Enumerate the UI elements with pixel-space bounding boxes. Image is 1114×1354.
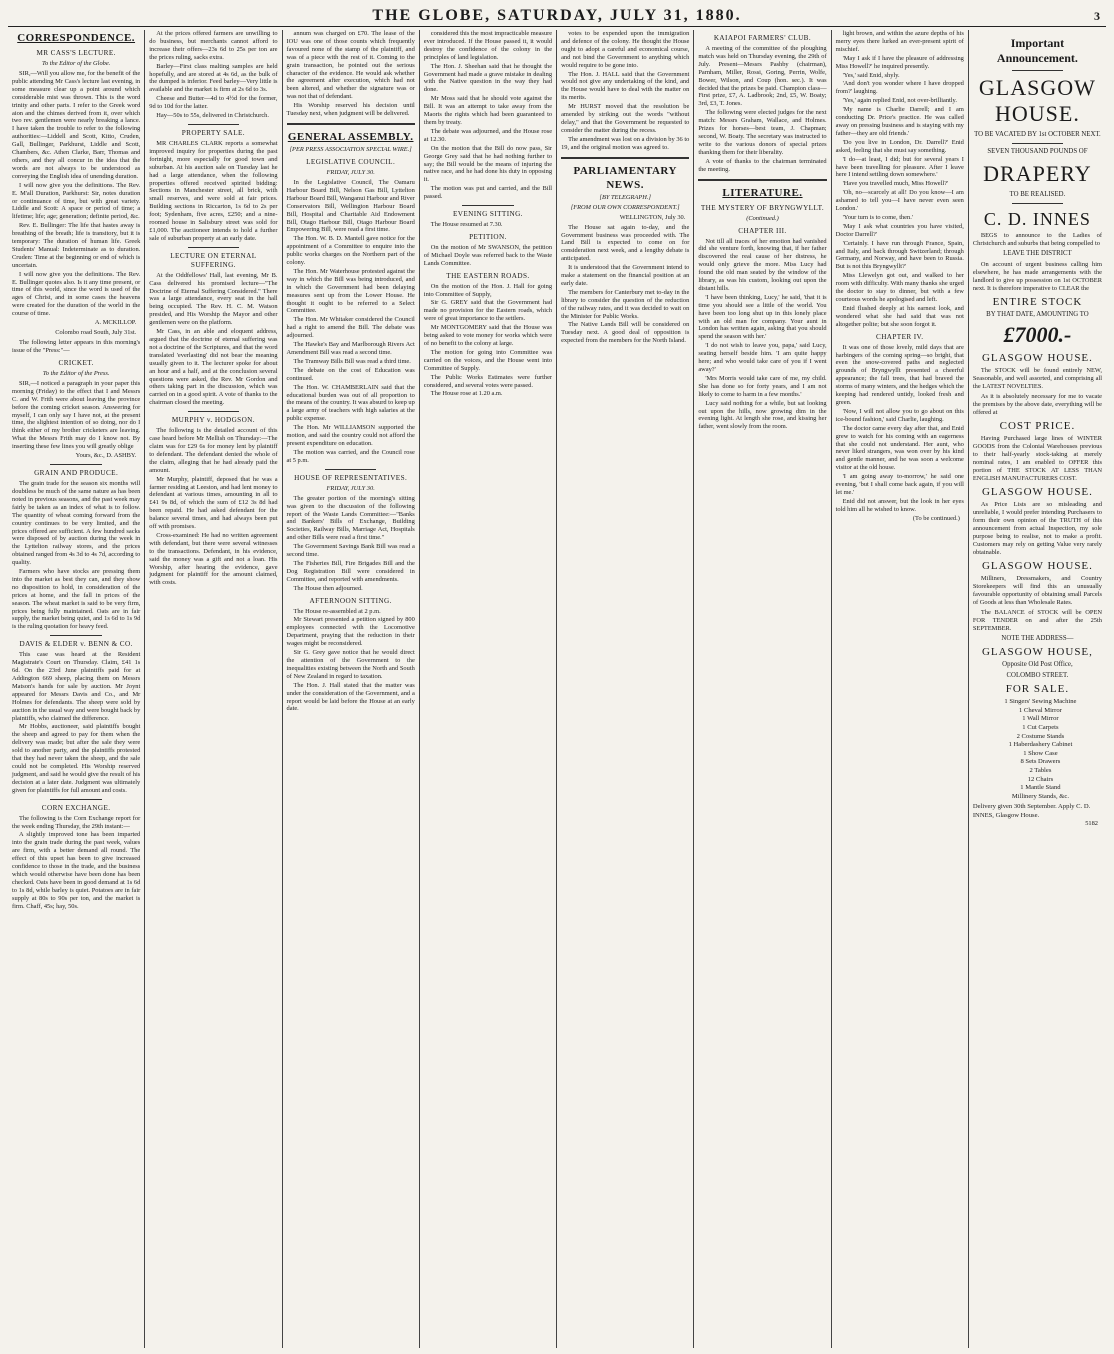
milliners-paragraph: Milliners, Dressmakers, and Country Storekeepers will find this an unusually favourable opportunity of obtaining small Parcels of Goods at less than Wholesale Rates. xyxy=(972,575,1102,607)
masthead-title: THE GLOBE, SATURDAY, JULY 31, 1880. xyxy=(372,7,742,24)
story-paragraph: The doctor came every day after that, and Enid grew to watch for his coming with an eagerness that she could not understand. Her aunt, who never liked strangers, was won over by his kind and gentle manner, and he was soon a welcome visitor at the old house. xyxy=(835,424,964,472)
article-paragraph: The Hon. J. HALL said that the Government would not give any undertaking of the kind, and the House would have to deal with the matter on its merits. xyxy=(561,70,690,102)
house-date: FRIDAY, JULY 30. xyxy=(326,484,375,492)
article-paragraph: Cross-examined: He had no written agreement with defendant, but there were several witnesses to the transactions. Defendant, in his evidence, said the money was a gift and not a loan. His Worship, after hearing the evidence, gave judgment for plaintiff for the amount claimed, with costs. xyxy=(149,531,278,587)
story-paragraph: 'Do you live in London, Dr. Darrell?' Enid asked, feeling that she must say something. xyxy=(835,138,964,154)
story-paragraph: Miss Llewelyn got out, and walked to her room with difficulty. With many thanks she urged the doctor to stay to dinner, but with a few courteous words he apologised and left. xyxy=(835,272,964,303)
grain-title: GRAIN AND PRODUCE. xyxy=(34,469,119,478)
story-paragraph: 'May I ask if I have the pleasure of addressing Miss Howell?' he inquired presently. xyxy=(835,54,964,70)
divider xyxy=(50,635,101,636)
article-paragraph: Mr HURST moved that the resolution be amended by striking out the words "without delay," and that the Government be requested to consider the matter during the recess. xyxy=(561,103,690,134)
article-paragraph: His Worship reserved his decision until Tuesday next, when judgment will be delivered. xyxy=(286,102,415,118)
divider xyxy=(1012,203,1064,204)
story-paragraph: 'Now, I will not allow you to go about on this ice-bound fashion,' said Charlie, laughing. xyxy=(835,407,964,423)
correspondence-heading: CORRESPONDENCE. xyxy=(17,32,136,44)
story-paragraph: 'Your turn is to come, then.' xyxy=(842,213,913,221)
general-assembly-heading: GENERAL ASSEMBLY. xyxy=(287,130,414,143)
story-paragraph: 'I do—at least, I did; but for several years I have been travelling for pleasure. After I leave here I intend settling down somewhere.' xyxy=(835,155,964,179)
article-paragraph: The House resumed at 7.30. xyxy=(430,221,503,229)
glasgow-house-3: GLASGOW HOUSE. xyxy=(981,486,1093,499)
for-sale-list xyxy=(979,698,1102,801)
list-item: 1 Cut Carpets xyxy=(1022,724,1059,732)
divider xyxy=(462,205,513,206)
article-paragraph: The motion was put and carried, and the Bill passed. xyxy=(423,185,553,201)
article-paragraph: The following is the Corn Exchange report for the week ending Thursday, the 29th instant:— xyxy=(12,814,141,830)
colombo-street: COLOMBO STREET. xyxy=(1006,671,1069,679)
story-paragraph: Not till all traces of her emotion had vanished did she venture forth, knowing that, if her father discovered the real cause of her distress, he would only grieve the more. Miss Lucy had found the old man seated by the window of the library, as was his custom, looking out upon the distant hills. xyxy=(698,237,827,292)
article-paragraph: The members for Canterbury met to-day in the library to consider the question of the reduction of the railway rates, and it was decided to wait on the Minister for Public Works. xyxy=(561,288,690,320)
article-paragraph: At the prices offered farmers are unwilling to do business, but merchants cannot afford to increase their offers—23s 6d to 25s per ton are the prices ruling, sacks extra. xyxy=(149,30,278,61)
article-paragraph: The House then adjourned. xyxy=(293,584,363,592)
list-item: 1 Singers' Sewing Machine xyxy=(1004,698,1077,706)
divider xyxy=(188,124,239,125)
list-item: 1 Cheval Mirror xyxy=(1018,706,1062,714)
story-continued: (Continued.) xyxy=(746,214,779,222)
vacated-notice: TO BE VACATED BY 1st OCTOBER NEXT. xyxy=(974,131,1101,138)
divider xyxy=(1012,70,1064,71)
article-paragraph: At the Oddfellows' Hall, last evening, Mr B. Cass delivered his promised lecture—"The Doctrine of Eternal Suffering Considered." There was a large attendance, every seat in the hall being occupied. The Rev. H. C. M. Watson presided, and His Worship the Mayor and other gentlemen were on the platform. xyxy=(149,271,278,327)
article-paragraph: On the motion that the Bill do now pass, Sir George Grey said that he had nothing further to say; the Bill would be the means of injuring the native race, and he had done his duty in opposing it. xyxy=(423,144,553,184)
column-1 xyxy=(8,30,145,1348)
telegraph-note: [BY TELEGRAPH.] xyxy=(599,193,651,201)
council-title: LEGISLATIVE COUNCIL. xyxy=(306,157,396,166)
story-paragraph: 'I have been thinking, Lucy,' he said, 'that it is time you should see a little of the world. You have been too long shut up in this lonely place with an old man for company. Your aunt in London has written again, asking that you should spend the season with her.' xyxy=(698,293,827,341)
divider xyxy=(188,247,239,248)
story-paragraph: Enid did not answer, but the look in her eyes told him all he wished to know. xyxy=(835,497,964,513)
article-paragraph: The Hon. W. B. D. Mantell gave notice for the appointment of a Committee to enquire into the public works charges on the Northern part of the colony. xyxy=(286,235,415,267)
article-paragraph: MR CHARLES CLARK reports a somewhat improved inquiry for properties during the past fortnight, more especially for good town and suburban. At his auction sale on Tuesday last he had a large attendance, when the following properties offered received spirited bidding: Sections in Manchester street, all brick, with small reserves, and were sold at fair prices. Building sections in Riccarton, 1s 6d to 2s per foot; Sydenham, five acres, £250; and a nine-roomed house in Salisbury street was sold for £1,000. The auctioneer intends to hold a further sale of suburban property at an early date. xyxy=(149,139,278,242)
column-8-advertisement xyxy=(969,30,1106,1348)
council-date: FRIDAY, JULY 30. xyxy=(326,168,375,176)
list-item: 2 Costume Stands xyxy=(1016,732,1065,740)
list-item: 12 Chairs xyxy=(1027,775,1054,783)
article-paragraph: The Native Lands Bill will be considered on Tuesday next. A good deal of opposition is expected from the members for the North Island. xyxy=(561,321,690,345)
glasgow-house-5: GLASGOW HOUSE, xyxy=(981,646,1093,659)
article-paragraph: Farmers who have stocks are pressing them into the market as best they can, and they show no disposition to hold, in consideration of the prices at home, and the fall in prices of the season. The wheat market is said to be very firm, prices being fully maintained. Oats are in fair supply, the market being quiet, and 1s 6d to 1s 9d is the ruling quotation for heavy feed. xyxy=(12,568,141,631)
article-paragraph: The motion for going into Committee was carried on the voices, and the House went into Committee of Supply. xyxy=(423,348,553,372)
divider xyxy=(287,123,415,125)
page-number: 3 xyxy=(1094,9,1100,23)
corn-title: CORN EXCHANGE. xyxy=(41,803,111,812)
to-be-realised: TO BE REALISED. xyxy=(1009,190,1066,198)
divider xyxy=(50,464,101,465)
article-paragraph: The House rose at 1.20 a.m. xyxy=(430,390,503,398)
stock-amount: £7000.- xyxy=(1003,322,1072,348)
correspondent-note: [FROM OUR OWN CORRESPONDENT.] xyxy=(570,203,680,211)
article-paragraph: votes to be expended upon the immigration and defence of the colony. He thought the House ought to adopt a careful and economical course, and not bind the Government to anything which would require to be gone into. xyxy=(561,30,690,69)
article-paragraph: The Hon. Mr Whitaker considered the Council had a right to amend the Bill. The debate was adjourned. xyxy=(286,316,415,340)
column-7 xyxy=(832,30,969,1348)
story-paragraph: 'Have you travelled much, Miss Howell?' xyxy=(842,180,949,188)
article-paragraph: The greater portion of the morning's sitting was given to the discussion of the following report of the Waste Lands Committee:—"Banks and Bankers' Bills of Exchange, Building Societies, Railway Bills, Marriage Act, Hospitals and other Bills were read a first time." xyxy=(286,494,415,542)
drapery-heading: DRAPERY xyxy=(983,160,1092,186)
article-paragraph: It is understood that the Government intend to make a statement on the financial position at an early date. xyxy=(561,264,690,287)
price-lists-paragraph: As Price Lists are so misleading and unreliable, I would prefer intending Purchasers to form their own opinion of the TRUTH of this announcement from actual Inspection, my sole purpose being to realise, not to make a profit. Customers may rely on getting Value very rarely obtainable. xyxy=(972,501,1102,557)
innes-name: C. D. INNES xyxy=(983,209,1091,230)
story-paragraph: Enid flushed deeply at his earnest look, and wondered what she had said that was not altogether polite; but she soon forgot it. xyxy=(835,304,964,328)
note-address: NOTE THE ADDRESS— xyxy=(1001,635,1074,643)
glasgow-house-title: GLASGOW HOUSE. xyxy=(978,75,1096,126)
article-paragraph: A meeting of the committee of the ploughing match was held on Thursday evening, the 29th of July. Present—Messrs Pashby (chairman), Parnham, Miller, Rossi, Goring, Perrin, Wolfe, Bower, Wilson, and Coup (hon. sec.). It was decided that the prizes be paid. Champion class—First prize, £7, A. Ladbrook; 2nd, £5, W. Boaty; 3rd, £3, T. Jones. xyxy=(698,45,827,108)
by-that-date: BY THAT DATE, AMOUNTING TO xyxy=(986,310,1089,318)
story-paragraph: Lucy said nothing for a while, but sat looking out upon the hills, now growing dim in the evening light. At length she rose, and kissing her father, went slowly from the room. xyxy=(698,399,827,431)
article-paragraph: Hay—50s to 55s, delivered in Christchurch. xyxy=(156,112,269,120)
article-paragraph: Cheese and Butter—4d to 4½d for the former, 9d to 10d for the latter. xyxy=(149,95,278,111)
property-title: PROPERTY SALE. xyxy=(181,128,245,137)
divider xyxy=(698,179,826,181)
story-paragraph: It was one of those lovely, mild days that are harbingers of the coming spring—so bright, that even the snow-covered paths and neglected grounds of Bryngwyllt presented a cheerful appearance; the fall trees, that had braved the storms of many winters, and the hedges which the keeping had rendered untidy, looked fresh and green. xyxy=(835,343,964,406)
story-paragraph: light brown, and within the azure depths of his merry eyes there lurked an ever-present spirit of mischief. xyxy=(835,30,964,53)
article-paragraph: The Public Works Estimates were further considered, and several votes were passed. xyxy=(423,373,553,389)
letter-paragraph: SIR,—I noticed a paragraph in your paper this morning (Friday) to the effect that I and Messrs C. and W. Frith were about leaving the province before the coming cricket season. Answering for myself, I can only say I have not, at the present time, the slightest intention of so doing, nor do I think either of my brother cricketers are leaving. What the Messrs Frith may do I know not. By inserting these few lines you will greatly oblige xyxy=(12,379,141,451)
chapter-heading: CHAPTER III. xyxy=(738,226,787,235)
chapter-heading: CHAPTER IV. xyxy=(876,332,924,341)
letter-salutation: To the Editor of the Globe. xyxy=(41,60,111,67)
eastern-roads-subhead: THE EASTERN ROADS. xyxy=(446,271,530,280)
letter-signature: Yours, &c., D. ASHBY. xyxy=(75,452,137,460)
stock-paragraph: The STOCK will be found entirely NEW, Seasonable, and well assorted, and comprising all the LATEST NOVELTIES. xyxy=(972,367,1102,391)
divider xyxy=(50,799,101,800)
assembly-subheading: [PER PRESS ASSOCIATION SPECIAL WIRE.] xyxy=(289,145,412,153)
letter-place: Colombo road South, July 31st. xyxy=(55,329,137,337)
letter-paragraph: SIR,—Will you allow me, for the benefit of the public attending Mr Cass's lecture last evening, in some measure clear up a point around which considerable mist was thrown. This is the word trinity and other parts. I refer to the Greek word aion and the chimes derived from it, over which two rev. gentlemen were nearly breaking a lance. I have taken the trouble to refer to the following authorities:—Liddell and Scott, Kitto, Cruden, Gall, Bullinger, Parkhurst, Liddle and Scott, Chambers, &c. Athen Clarke, Barr, Thomas and others, and they all concur in the idea that the words are not always to be understood as conveying the English idea of unending duration. xyxy=(12,70,141,180)
article-paragraph: The Government Savings Bank Bill was read a second time. xyxy=(286,543,415,559)
column-3 xyxy=(283,30,420,1348)
story-title: THE MYSTERY OF BRYNGWYLLT. xyxy=(700,203,825,212)
article-paragraph: The Hon. J. Hall stated that the matter was under the consideration of the Government, and a report would be laid before the House at an early date. xyxy=(286,681,415,713)
article-paragraph: The grain trade for the season six months will doubtless be much of the same nature as has been noted in previous seasons, and the past week may fairly be taken as an index of what is to follow. The quantity of wheat coming forward from the country continues to be very limited, and the prices offered are sufficient. A few hundred sacks were disposed of by auction during the week in the Lyttelton railway stores, and the prices obtained ranged from 4s 3d to 4s 7d, according to quality. xyxy=(12,480,141,567)
article-paragraph: The House sat again to-day, and the Government business was proceeded with. The Land Bill is expected to come on for consideration next week, and a lengthy debate is anticipated. xyxy=(561,223,690,263)
to-be-continued: (To be continued.) xyxy=(912,514,960,522)
list-item: 2 Tables xyxy=(1029,767,1052,774)
article-paragraph: The motion was carried, and the Council rose at 5 p.m. xyxy=(286,448,415,464)
balance-paragraph: The BALANCE of STOCK will be OPEN FOR TENDER on and after the 25th SEPTEMBER. xyxy=(972,609,1102,633)
leave-paragraph: On account of urgent business calling him elsewhere, he has made arrangements with the landlord to give up possession on 1st OCTOBER next. It is therefore imperative to CLEAR the xyxy=(972,260,1102,292)
column-container xyxy=(8,30,1106,1348)
letter-signature: A. MCKILLOP. xyxy=(94,319,137,327)
letter-paragraph: Rev. E. Bullinger: The life that hastes away is breathing of the breath; life is transitory, but it is temporary: The duration of human life. Greek Students' Manual: Indeterminate as to duration. Cruden: Time at the beginning or end of which is uncertain. xyxy=(12,222,141,269)
divider xyxy=(188,411,239,412)
cass-lecture-title: MR CASS'S LECTURE. xyxy=(36,49,116,57)
story-paragraph: 'Oh, no—scarcely at all! Do you know—I am ashamed to tell you—I have never even seen London.' xyxy=(835,189,964,213)
article-paragraph: The Fisheries Bill, Fire Brigades Bill and the Dog Registration Bill were considered in Committee, and reported with amendments. xyxy=(286,559,415,583)
story-paragraph: 'Certainly. I have run through France, Spain, and Italy, and back through Switzerland; through Germany, and Norway, and have been to Russia. But is not this Bryngwyllt?' xyxy=(835,239,964,271)
article-paragraph: In the Legislative Council, The Oamaru Harbour Board Bill, Nelson Gas Bill, Lyttelton Harbour Board Bill, Wanganui Harbour and River Conservators Bill, Wellington Harbour Board Bill, Hospital and Charitable Aid Endowment Bill, Otago Harbour Bill, Otago Harbour Board Empowering Bill, were read a first time. xyxy=(286,178,415,234)
divider xyxy=(1012,143,1064,144)
article-paragraph: Mr Stewart presented a petition signed by 800 employees connected with the Locomotive Department, praying that the reduction in their wages might be reconsidered. xyxy=(286,616,415,648)
article-paragraph: Mr MONTGOMERY said that the House was being asked to vote money for works which were of no benefit to the colony at large. xyxy=(423,324,553,347)
story-paragraph: 'Yes,' again replied Enid, not over-brilliantly. xyxy=(842,97,957,105)
article-paragraph: The House re-assembled at 2 p.m. xyxy=(293,607,381,615)
list-item: 1 Show Case xyxy=(1023,749,1058,757)
story-paragraph: 'I do not wish to leave you, papa,' said Lucy, seating herself beside him. 'I am quite happy here; and who would take care of you if I went away?' xyxy=(698,342,827,373)
house-title: HOUSE OF REPRESENTATIVES. xyxy=(294,473,408,482)
glasgow-house-2: GLASGOW HOUSE. xyxy=(981,352,1093,365)
article-paragraph: The debate was adjourned, and the House rose at 12.30. xyxy=(423,127,553,143)
list-item: 8 Sets Drawers xyxy=(1020,758,1061,766)
article-paragraph: Mr Cass, in an able and eloquent address, argued that the doctrine of eternal suffering was not a doctrine of the Scriptures, and that the word translated 'everlasting' did not bear the meaning usually given to it. The lecturer spoke for about an hour and a half, and at the conclusion several questions were asked, the Rev. Mr Gordon and others taking part in the discussion, which was carried on in a good spirit. A vote of thanks to the chairman closed the meeting. xyxy=(149,328,278,407)
column-6 xyxy=(694,30,831,1348)
afternoon-title: AFTERNOON SITTING. xyxy=(309,596,392,605)
article-paragraph: The following is the detailed account of this case heard before Mr Mellish on Thursday:—The claim was for £29 6s for money lent by plaintiff to defendant. The defendant denied the whole of the claim, alleging that he had already paid the amount. xyxy=(149,427,278,474)
column-2 xyxy=(145,30,282,1348)
cricket-title: CRICKET. xyxy=(58,358,94,367)
article-paragraph: considered this the most impracticable measure ever introduced. If the House passed it, it would destroy the confidence of the colony in the principles of land legislation. xyxy=(423,30,553,61)
list-item: 1 Haberdashery Cabinet xyxy=(1008,741,1073,749)
begs-paragraph: BEGS to announce to the Ladies of Christchurch and suburbs that being compelled to xyxy=(972,232,1102,248)
important-announcement: Important Announcement. xyxy=(996,36,1078,65)
article-paragraph: A slightly improved tone has been imparted into the grain trade during the past week, values are firm, with a better demand all round. The effect of this upset has been to give increased confidence to those in the trade, and the business which would otherwise have been done has been checked. Oats have been in good demand at 1s 6d to 1s 8d, while barley is quiet. Potatoes are in fair supply at 80s to 90s per ton, and the market is firm. Chaff, 45s; hay, 50s. xyxy=(12,831,141,910)
article-paragraph: Barley—First class malting samples are held hopefully, and are stored at 4s 6d, as the bulk of the dumped is inferior. Feed barley—Very little is available and the market is firm at 2s 6d to 3s. xyxy=(149,62,278,94)
dateline: WELLINGTON, July 30. xyxy=(619,213,686,221)
entire-stock: ENTIRE STOCK xyxy=(992,295,1083,308)
article-paragraph: annum was charged on £70. The lease of the IOU was one of those counts which frequently favoured none of the stamp of the plaintiff, and was of a piece with the rest of it. Coming to the grain transaction, he pointed out the serious character of the evidence. He would ask whether the agreement after execution, which had not been altered, and whether the signature was or was not that of defendant. xyxy=(286,30,415,101)
glasgow-house-4: GLASGOW HOUSE. xyxy=(981,560,1093,573)
article-paragraph: Mr Moss said that he should vote against the Bill. It was an attempt to take away from the Maoris the rights which had been guaranteed to them by treaty. xyxy=(423,95,553,126)
petition-subhead: PETITION. xyxy=(469,232,507,241)
literature-heading: LITERATURE. xyxy=(722,186,803,199)
opposite-post-office: Opposite Old Post Office, xyxy=(1002,661,1073,669)
evening-title: EVENING SITTING. xyxy=(452,210,523,219)
article-paragraph: The following were elected judges for the next match: Messrs Graham, Wallace, and Holmes. Prizes for horses—best team, J. Chapman; second, W. Boaty. The secretary was instructed to write to the various donors of special prizes thanking them for their liberality. xyxy=(698,109,827,156)
article-paragraph: On the motion of the Hon. J. Hall for going into Committee of Supply, xyxy=(423,282,553,298)
story-paragraph: 'And don't you wonder where I have dropped from?' laughing. xyxy=(835,80,964,96)
seven-thousand: SEVEN THOUSAND POUNDS OF xyxy=(987,148,1088,156)
purchased-paragraph: Having Purchased large lines of WINTER GOODS from the Colonial Warehouses previous to their half-yearly stock-taking at merely nominal rates, I am enabled to OFFER this portion of THE STOCK AT LESS THAN ENGLISH MANUFACTURERS COST. xyxy=(972,435,1102,483)
murphy-title: MURPHY v. HODGSON. xyxy=(171,416,255,425)
list-item: 1 Mantle Stand xyxy=(1020,784,1061,792)
article-paragraph: Sir G. Grey gave notice that he would direct the attention of the Government to the inequalities existing between the North and South of New Zealand in regard to taxation. xyxy=(286,649,415,680)
story-paragraph: 'I am going away to-morrow,' he said one evening, 'but I shall come back again, if you will let me.' xyxy=(835,473,964,496)
story-paragraph: 'My name is Charlie Darrell; and I am conducting Dr. Price's practice. He was called away on pressing business and is staying with my father—they are old friends.' xyxy=(835,106,964,137)
article-paragraph: The Hon. Mr WILLIAMSON supported the motion, and said the country could not afford the present expenditure on education. xyxy=(286,424,415,447)
letter-paragraph: I will now give you the definitions. The Rev. E. M'all Duration, Parkhurst: Sir, notes duration or continuance of time, but with great variety. Liddle and Scott: A space or period of time; a lifetime; life; age; generation; definite period, &c. xyxy=(12,181,141,221)
lecture-title: LECTURE ON ETERNAL SUFFERING. xyxy=(170,251,257,269)
davis-title: DAVIS & ELDER v. BENN & CO. xyxy=(19,640,133,649)
column-4 xyxy=(420,30,557,1348)
letter-note: The following letter appears in this morning's issue of the "Press:"— xyxy=(12,339,141,354)
kaiapoi-title: KAIAPOI FARMERS' CLUB. xyxy=(713,34,812,42)
advert-reference: 5182 xyxy=(1085,820,1098,828)
article-paragraph: A vote of thanks to the chairman terminated the meeting. xyxy=(698,157,827,173)
story-paragraph: 'Yes,' said Enid, shyly. xyxy=(842,71,900,79)
article-paragraph: The Hon. Mr Waterhouse protested against the way in which the Bill was being introduced, and in which the Government had been delaying measures sent up from the Lower House. He thought it ought to be referred to a Select Committee. xyxy=(286,267,415,315)
parliamentary-news-heading: PARLIAMENTARY NEWS. xyxy=(573,164,677,191)
for-sale-heading: FOR SALE. xyxy=(1005,683,1070,696)
article-paragraph: On the motion of Mr SWANSON, the petition of Michael Doyle was referred back to the Waste Lands Committee. xyxy=(423,243,553,267)
article-paragraph: The Tramway Bills Bill was read a third time. xyxy=(293,357,411,365)
divider xyxy=(561,157,689,159)
list-item: Millinery Stands, &c. xyxy=(1011,792,1069,800)
article-paragraph: Mr Hobbs, auctioneer, said plaintiffs bought the sheep and agreed to pay for them when the delivery was made; but after the sale they were sold to another party, and the plaintiffs protested that they had never taken the sheep, and the sale could not be completed. His Worship reserved judgment, and said he would give the result of his decision at a later date. Judgment was ultimately given for plaintiffs for full amount and costs. xyxy=(12,723,141,794)
article-paragraph: The Hawke's Bay and Marlborough Rivers Act Amendment Bill was read a second time. xyxy=(286,341,415,356)
article-paragraph: The amendment was lost on a division by 36 to 19, and the original motion was agreed to. xyxy=(561,135,690,151)
letter-paragraph: I will now give you the definitions. The Rev. E. Bullinger quotes also. Is it any time present, or time of this world, since the word is used of the ages of Christ, and in some cases the heavens were created for the duration of the world in the course of time. xyxy=(12,270,141,318)
masthead xyxy=(8,6,1106,27)
absolutely-paragraph: As it is absolutely necessary for me to vacate the premises by the above date, everything will be offered at xyxy=(972,393,1102,417)
delivery-note: Delivery given 30th September. Apply C. D. INNES, Glasgow House. xyxy=(972,803,1091,819)
column-5 xyxy=(557,30,694,1348)
article-paragraph: The Hon. W. CHAMBERLAIN said that the educational burden was out of all proportion to the means of the country. It was absurd to keep up a large army of teachers with high salaries at the public expense. xyxy=(286,383,415,423)
story-paragraph: 'Mrs Morris would take care of me, my child. She has done so for forty years, and I am not likely to come to harm in a few months.' xyxy=(698,374,827,398)
cost-price: COST PRICE. xyxy=(999,420,1076,433)
list-item: 1 Wall Mirror xyxy=(1022,715,1059,723)
article-paragraph: The debate on the cost of Education was continued. xyxy=(286,366,415,382)
leave-district: LEAVE THE DISTRICT xyxy=(1003,250,1072,258)
article-paragraph: The Hon. J. Sheehan said that he thought the Government had made a grave mistake in dealing with the Native question in the way they had done. xyxy=(423,62,553,94)
article-paragraph: Sir G. GREY said that the Government had made no provision for the Eastern roads, which were of great importance to the settlers. xyxy=(423,299,553,323)
divider xyxy=(325,469,376,470)
article-paragraph: This case was heard at the Resident Magistrate's Court on Thursday. Claim, £41 1s 6d. On the 23rd June plaintiffs paid for at Addington 669 sheep, placing them on Messrs Matson's hands for sale by auction. Mr Joynt appeared for Messrs Davis and Co., and Mr Holmes for defendants. The sheep were sold by auction in the usual way and were bought back by plaintiffs, who claimed the difference. xyxy=(12,651,141,722)
article-paragraph: Mr Murphy, plaintiff, deposed that he was a farmer residing at Leeston, and had lent money to defendant at various times, amounting in all to £41 9s 8d, of which the sum of £12 3s 8d had been repaid. He had asked defendant for the balance several times, and had always been put off with promises. xyxy=(149,475,278,531)
story-paragraph: 'May I ask what countries you have visited, Doctor Darrell?' xyxy=(835,222,964,238)
letter-salutation: To the Editor of the Press. xyxy=(42,369,110,377)
